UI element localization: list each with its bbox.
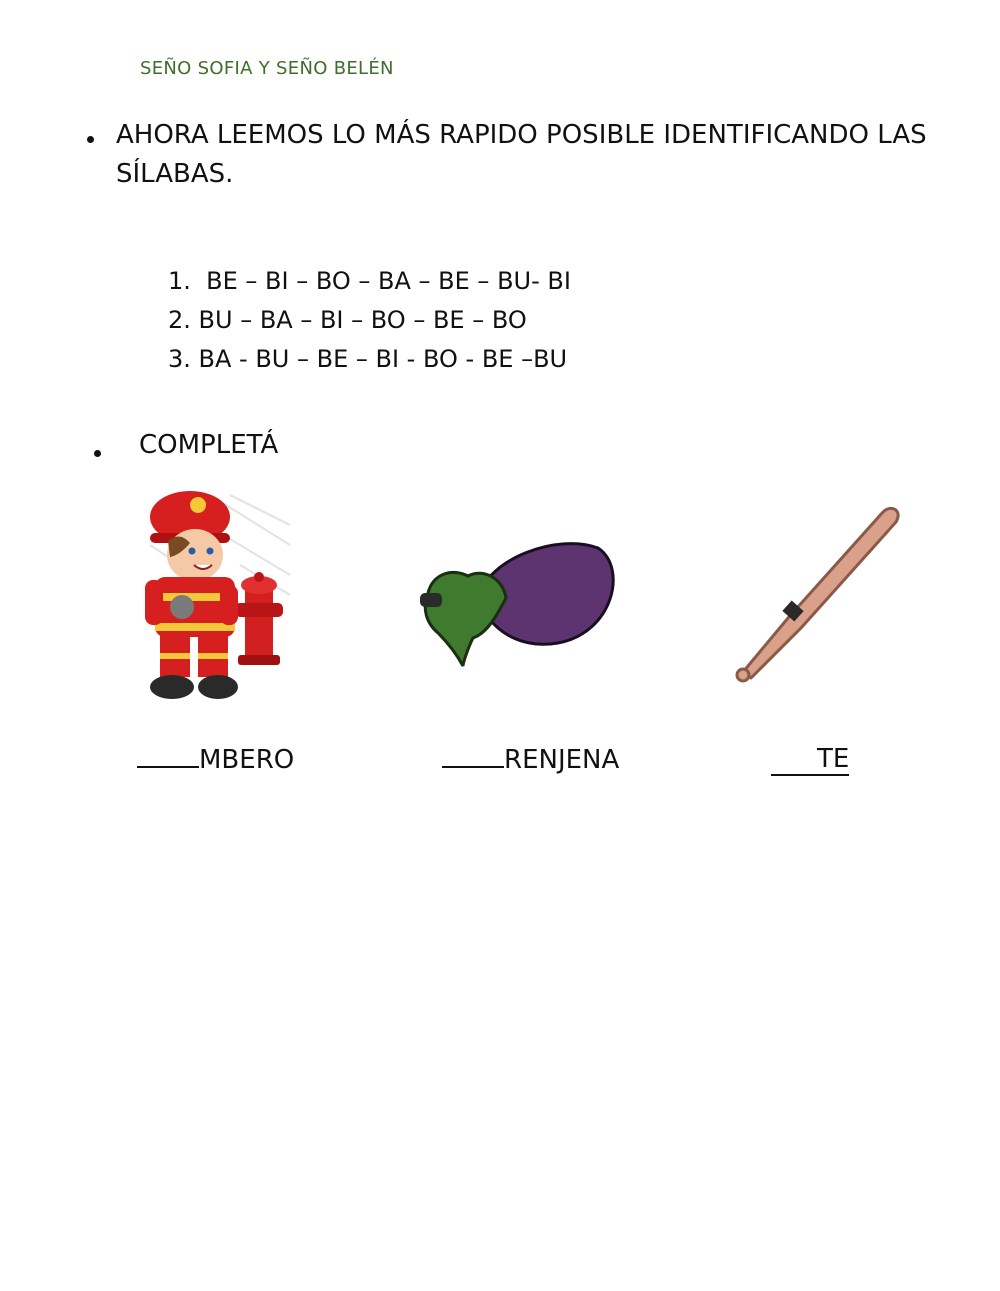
complete-word-2 xyxy=(442,744,619,775)
syllable-line-1: 1. BE – BI – BO – BA – BE – BU- BI xyxy=(168,267,571,295)
syllable-line-3: 3. BA - BU – BE – BI - BO - BE –BU xyxy=(168,345,568,373)
syllable-line-2: 2. BU – BA – BI – BO – BE – BO xyxy=(168,306,527,334)
word-suffix: RENJENA xyxy=(504,745,620,775)
complete-word-3 xyxy=(771,744,849,776)
complete-title: COMPLETÁ xyxy=(139,430,279,460)
reading-instruction: AHORA LEEMOS LO MÁS RAPIDO POSIBLE IDENTIFICANDO LAS SÍLABAS. xyxy=(116,120,927,189)
firefighter-image xyxy=(140,485,290,705)
bullet-point xyxy=(87,136,94,143)
fill-blank[interactable] xyxy=(137,744,199,768)
hydrant-icon xyxy=(235,572,283,665)
fill-blank[interactable] xyxy=(442,744,504,768)
word-suffix: TE xyxy=(817,744,850,774)
word-suffix: MBERO xyxy=(199,745,295,775)
complete-word-1 xyxy=(137,744,294,775)
bullet-point xyxy=(94,450,101,457)
syllable-list xyxy=(168,262,571,379)
teachers-header: SEÑO SOFIA Y SEÑO BELÉN xyxy=(140,58,394,79)
baseball-bat-image xyxy=(733,500,903,685)
eggplant-image xyxy=(418,538,618,668)
